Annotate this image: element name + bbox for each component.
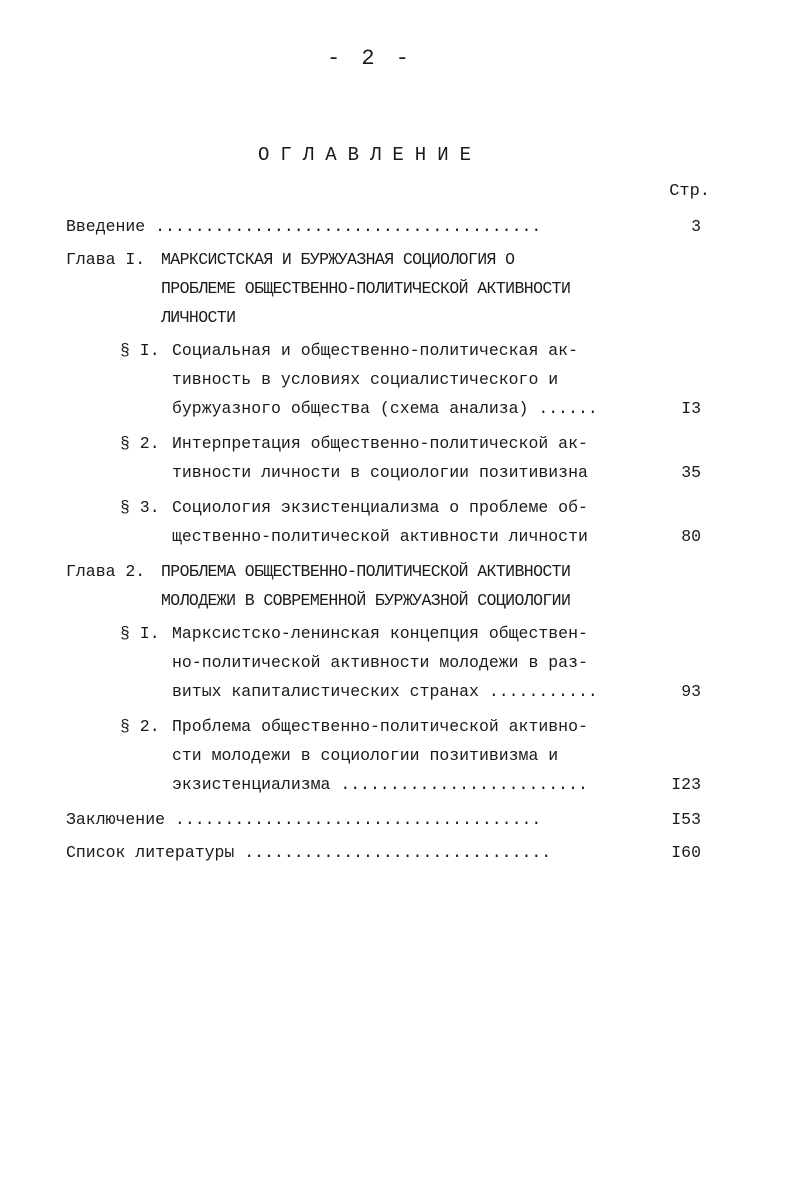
toc-entry-title: МОЛОДЕЖИ В СОВРЕМЕННОЙ БУРЖУАЗНОЙ СОЦИОЛОГИИ — [161, 591, 571, 610]
toc-entry-title: ПРОБЛЕМА ОБЩЕСТВЕННО-ПОЛИТИЧЕСКОЙ АКТИВНОСТИ — [161, 562, 571, 581]
toc-entry-section — [0, 429, 799, 487]
toc-entry-page: 80 — [681, 527, 701, 546]
toc-entry-line — [0, 586, 799, 615]
toc-entry-title: Проблема общественно-политической активно- — [172, 717, 588, 736]
toc-entry-line — [0, 838, 799, 867]
toc-entry-line — [0, 394, 799, 423]
toc-entry-line — [0, 805, 799, 834]
toc-entry-title: Социальная и общественно-политическая ак- — [172, 341, 578, 360]
toc-entry-line — [0, 712, 799, 741]
toc-entry-line — [0, 458, 799, 487]
toc-entry-chapter — [0, 557, 799, 615]
toc-entry-label: § 2. — [120, 717, 160, 736]
toc-entry-title: Социология экзистенциализма о проблеме об- — [172, 498, 588, 517]
toc-entry-line — [0, 522, 799, 551]
toc-entry-line — [0, 274, 799, 303]
toc-entry-label: § I. — [120, 624, 160, 643]
toc-entry-label: § 2. — [120, 434, 160, 453]
toc-entry-plain — [0, 805, 799, 834]
toc-entry-line — [0, 429, 799, 458]
toc-entry-label: Глава I. — [66, 250, 146, 269]
toc-entry-page: 93 — [681, 682, 701, 701]
toc-entry-section — [0, 619, 799, 706]
toc-entry-line — [0, 245, 799, 274]
toc-entry-label: § 3. — [120, 498, 160, 517]
toc-entry-line — [0, 770, 799, 799]
toc-entry-title: буржуазного общества (схема анализа) ...... — [172, 399, 598, 418]
toc-entry-title: Марксистско-ленинская концепция обществен- — [172, 624, 588, 643]
toc-entry-line — [0, 212, 799, 241]
toc-entry-line — [0, 303, 799, 332]
toc-entry-title: МАРКСИСТСКАЯ И БУРЖУАЗНАЯ СОЦИОЛОГИЯ О — [161, 250, 515, 269]
toc-entry-chapter — [0, 245, 799, 332]
toc-entry-page: I3 — [681, 399, 701, 418]
toc-heading: ОГЛАВЛЕНИЕ — [257, 144, 483, 166]
toc-entry-title: Список литературы ............................... — [66, 843, 552, 862]
toc-entry-plain — [0, 212, 799, 241]
toc-entry-plain — [0, 838, 799, 867]
toc-entry-line — [0, 365, 799, 394]
toc-entry-title: ПРОБЛЕМЕ ОБЩЕСТВЕННО-ПОЛИТИЧЕСКОЙ АКТИВНОСТИ — [161, 279, 571, 298]
toc-entry-title: щественно-политической активности личности — [172, 527, 588, 546]
toc-entry-page: 35 — [681, 463, 701, 482]
toc-entry-line — [0, 741, 799, 770]
toc-entry-page: I60 — [671, 843, 701, 862]
toc-entry-title: но-политической активности молодежи в раз- — [172, 653, 588, 672]
toc-entry-line — [0, 619, 799, 648]
toc-entry-title: витых капиталистических странах ........... — [172, 682, 598, 701]
toc-entry-line — [0, 336, 799, 365]
toc-entry-page: I23 — [671, 775, 701, 794]
toc-entry-section — [0, 493, 799, 551]
toc-entry-title: тивность в условиях социалистического и — [172, 370, 559, 389]
toc-entry-title: Введение ....................................... — [66, 217, 542, 236]
toc-entry-section — [0, 336, 799, 423]
toc-entry-title: экзистенциализма ......................... — [172, 775, 588, 794]
page-number: - 2 - — [326, 46, 413, 71]
toc-entry-line — [0, 493, 799, 522]
toc-entry-line — [0, 557, 799, 586]
toc-entry-title: сти молодежи в социологии позитивизма и — [172, 746, 559, 765]
page-column-header: Стр. — [669, 182, 710, 201]
toc-entry-title: Заключение ..................................... — [66, 810, 542, 829]
toc-entry-label: Глава 2. — [66, 562, 146, 581]
toc-entry-title: тивности личности в социологии позитивизна — [172, 463, 588, 482]
toc-spacer — [0, 867, 799, 871]
toc-entry-page: I53 — [671, 810, 701, 829]
toc-entry-line — [0, 677, 799, 706]
toc-entry-title: ЛИЧНОСТИ — [161, 308, 236, 327]
toc-entry-title: Интерпретация общественно-политической ак- — [172, 434, 588, 453]
toc-entry-label: § I. — [120, 341, 160, 360]
toc-list — [0, 212, 799, 871]
toc-entry-section — [0, 712, 799, 799]
toc-entry-page: 3 — [691, 217, 701, 236]
toc-entry-line — [0, 648, 799, 677]
